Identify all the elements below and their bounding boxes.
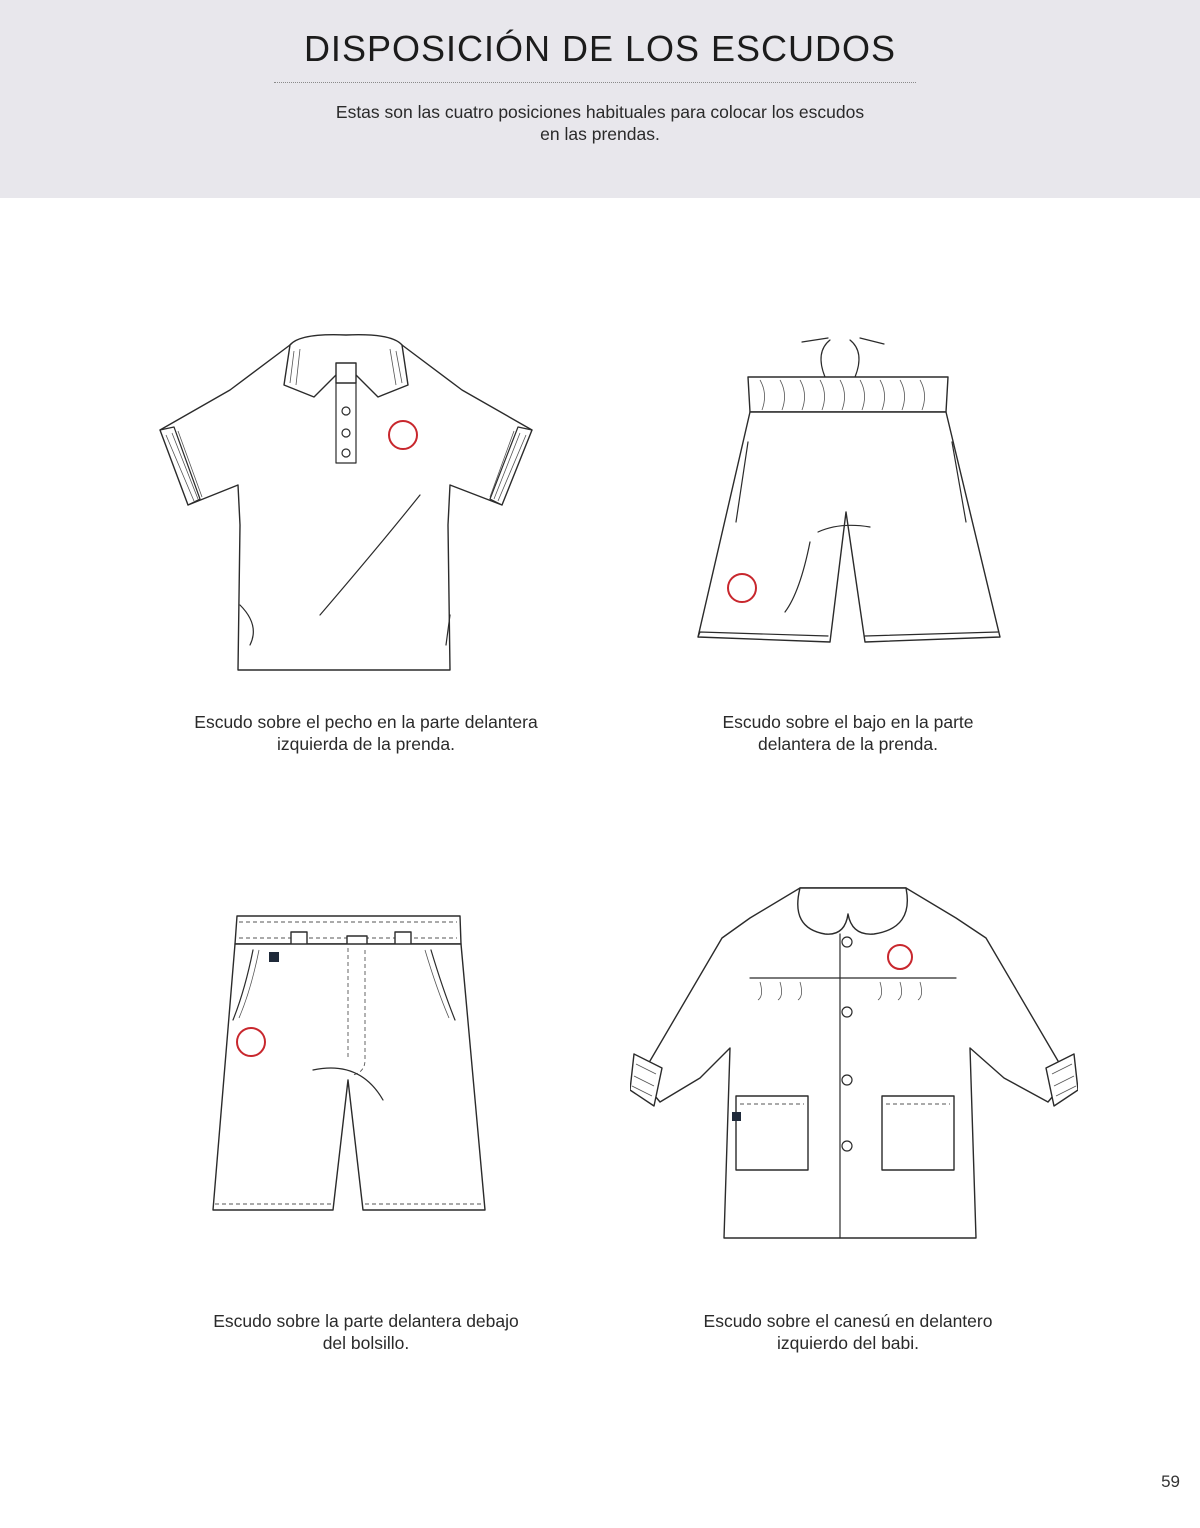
polo-shirt-illustration [150,325,542,675]
shorts-caption [628,711,1068,755]
polo-caption-line-2: izquierda de la prenda. [276,734,456,754]
title-divider [274,82,916,83]
elastic-shorts-illustration [690,332,1010,652]
bermuda-shorts-illustration [205,910,495,1220]
polo-shirt-icon [150,325,542,675]
babi-caption [628,1310,1068,1354]
intro-text [250,101,950,145]
bermuda-caption-line-2: del bolsillo. [322,1333,410,1353]
polo-caption [146,711,586,755]
babi-caption-line-2: izquierdo del babi. [776,1333,920,1353]
page-title: DISPOSICIÓN DE LOS ESCUDOS [303,28,897,69]
intro-line-2: en las prendas. [540,124,660,144]
babi-smock-illustration [630,878,1078,1248]
bermuda-caption-line-1: Escudo sobre la parte delantera debajo [213,1311,519,1331]
shorts-caption-line-2: delantera de la prenda. [758,734,938,754]
babi-caption-line-1: Escudo sobre el canesú en delantero [703,1311,993,1331]
smock-babi-icon [630,878,1078,1248]
bermuda-caption [146,1310,586,1354]
polo-caption-line-1: Escudo sobre el pecho en la parte delantera [194,712,538,732]
elastic-shorts-icon [690,332,1010,652]
intro-line-1: Estas son las cuatro posiciones habituales para colocar los escudos [335,102,865,122]
shorts-caption-line-1: Escudo sobre el bajo en la parte [722,712,974,732]
brand-label-icon [269,952,279,962]
bermuda-shorts-icon [205,910,495,1220]
brand-label-icon [732,1112,741,1121]
page-number: 59 [1161,1472,1180,1491]
